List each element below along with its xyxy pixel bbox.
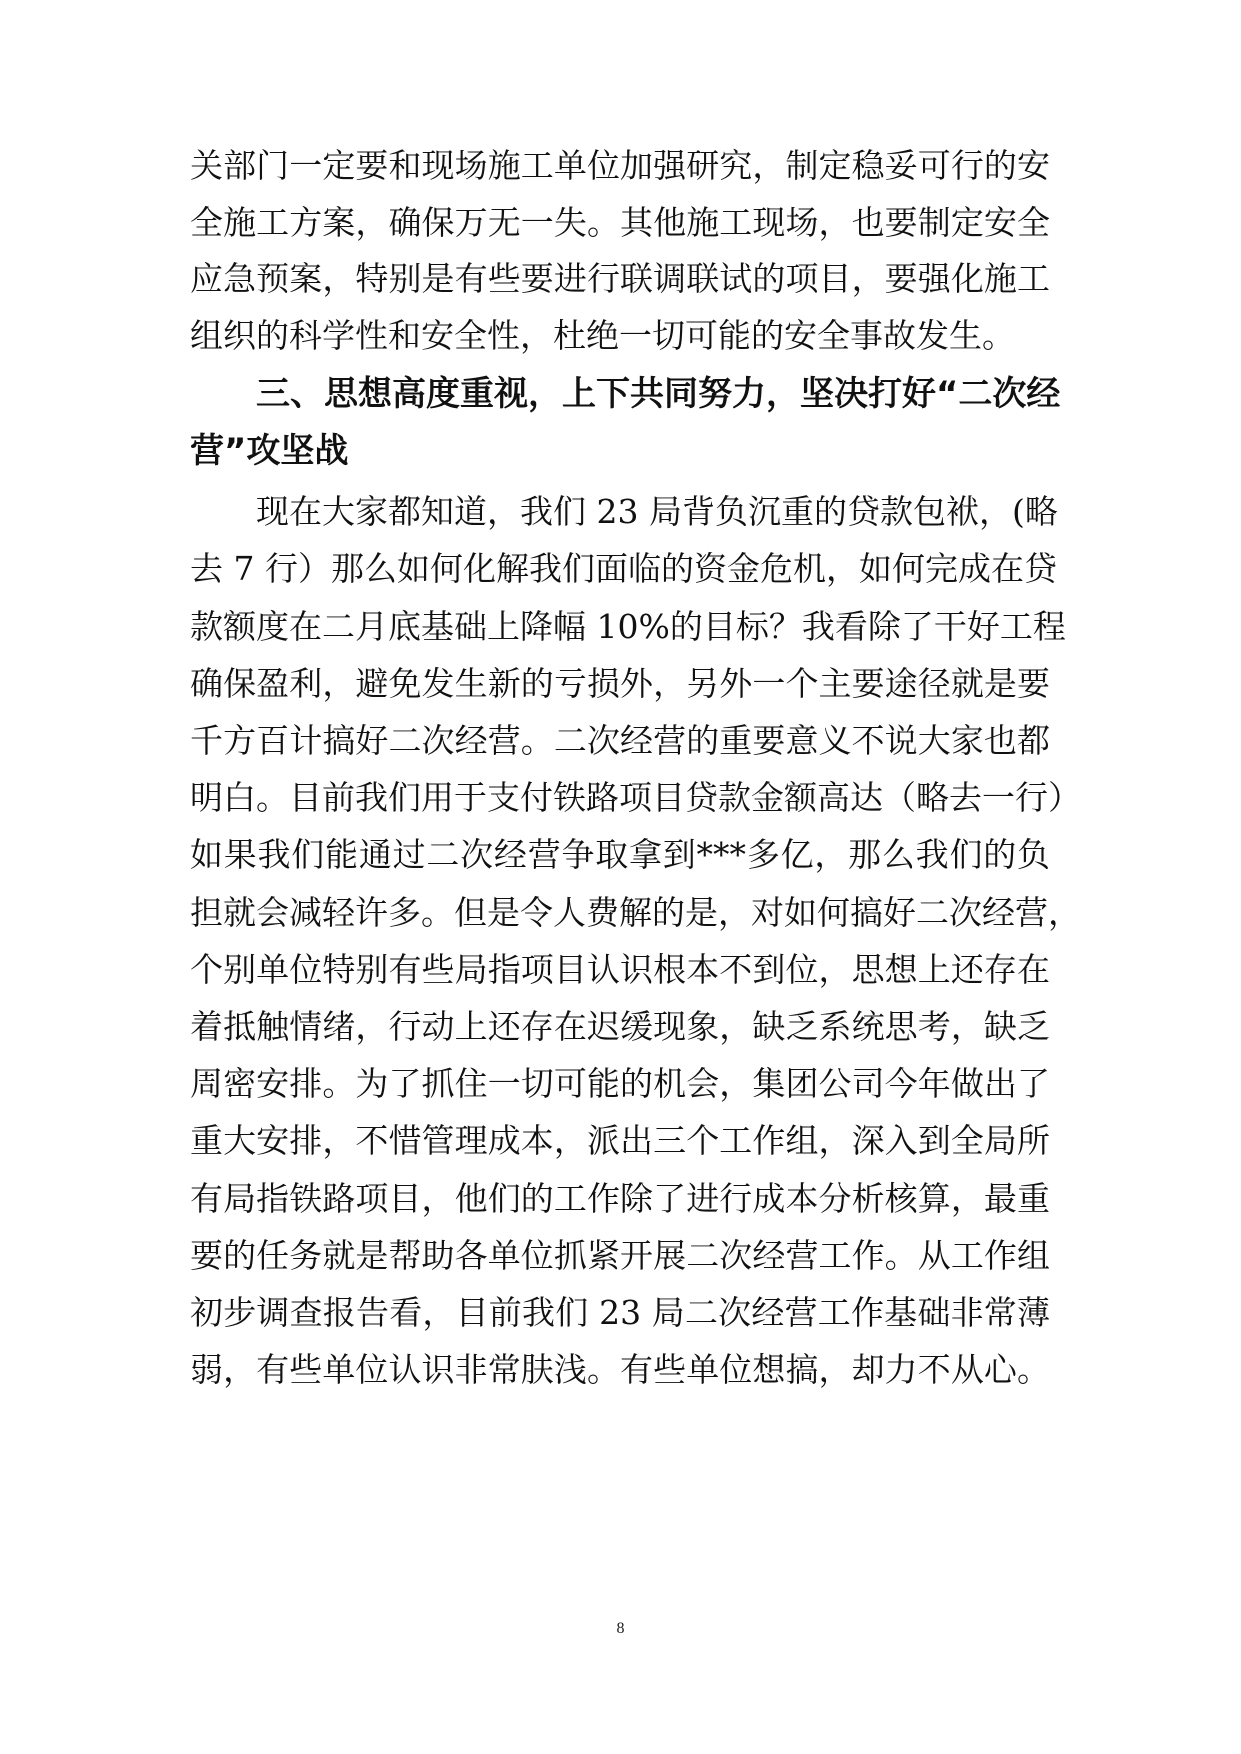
body-text-line: 应急预案，特别是有些要进行联调联试的项目，要强化施工 (190, 259, 1050, 298)
body-text-line: 有局指铁路项目，他们的工作除了进行成本分析核算，最重 (190, 1179, 1050, 1218)
section-heading: 营”攻坚战 (190, 431, 349, 471)
body-text-line: 初步调查报告看，目前我们 23 局二次经营工作基础非常薄 (190, 1293, 1050, 1332)
body-text-line: 全施工方案，确保万无一失。其他施工现场，也要制定安全 (190, 203, 1050, 242)
body-text-line: 现在大家都知道，我们 23 局背负沉重的贷款包袱，(略 (256, 492, 1058, 531)
body-text-line: 周密安排。为了抓住一切可能的机会，集团公司今年做出了 (190, 1064, 1050, 1103)
body-text-line: 个别单位特别有些局指项目认识根本不到位，思想上还存在 (190, 950, 1050, 989)
body-text-line: 组织的科学性和安全性，杜绝一切可能的安全事故发生。 (190, 316, 1015, 355)
body-text-line: 关部门一定要和现场施工单位加强研究，制定稳妥可行的安 (190, 146, 1050, 185)
body-text-line: 担就会减轻许多。但是令人费解的是，对如何搞好二次经营， (190, 893, 1081, 932)
section-heading: 三、思想高度重视，上下共同努力，坚决打好“二次经 (256, 374, 1061, 414)
body-text-line: 明白。目前我们用于支付铁路项目贷款金额高达（略去一行） (190, 778, 1081, 817)
body-text-line: 去 7 行）那么如何化解我们面临的资金危机，如何完成在贷 (190, 549, 1057, 588)
body-text-line: 弱，有些单位认识非常肤浅。有些单位想搞，却力不从心。 (190, 1350, 1050, 1389)
body-text-line: 如果我们能通过二次经营争取拿到***多亿，那么我们的负 (190, 835, 1050, 874)
page-number: 8 (616, 1620, 625, 1637)
body-text-line: 着抵触情绪，行动上还存在迟缓现象，缺乏系统思考，缺乏 (190, 1007, 1050, 1046)
body-text-line: 重大安排，不惜管理成本，派出三个工作组，深入到全局所 (190, 1121, 1050, 1160)
body-text-line: 确保盈利，避免发生新的亏损外，另外一个主要途径就是要 (190, 664, 1050, 703)
body-text-line: 款额度在二月底基础上降幅 10%的目标？我看除了干好工程 (190, 607, 1066, 646)
body-text-line: 要的任务就是帮助各单位抓紧开展二次经营工作。从工作组 (190, 1236, 1050, 1275)
body-text-line: 千方百计搞好二次经营。二次经营的重要意义不说大家也都 (190, 721, 1050, 760)
